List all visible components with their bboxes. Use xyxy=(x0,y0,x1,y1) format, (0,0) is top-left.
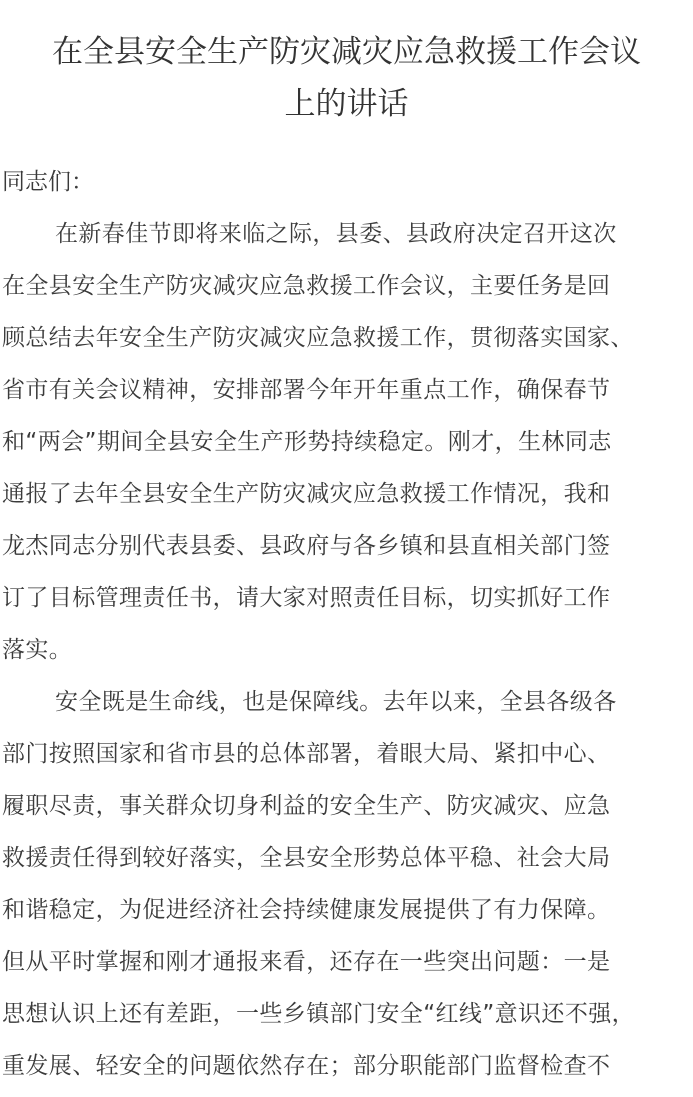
paragraph-1-line: 顾总结去年安全生产防灾减灾应急救援工作，贯彻落实国家、 xyxy=(2,325,634,351)
speech-body xyxy=(0,218,693,1097)
paragraph-1-line: 落实。 xyxy=(2,637,73,663)
paragraph-2-line: 履职尽责，事关群众切身利益的安全生产、防灾减灾、应急 xyxy=(2,793,611,819)
paragraph-1-line: 和“两会”期间全县安全生产形势持续稳定。刚才，生林同志 xyxy=(2,429,612,455)
salutation: 同志们： xyxy=(2,169,94,195)
document-title xyxy=(0,0,693,130)
paragraph-1-line: 龙杰同志分别代表县委、县政府与各乡镇和县直相关部门签 xyxy=(2,533,611,559)
paragraph-1-line: 在新春佳节即将来临之际，县委、县政府决定召开这次 xyxy=(55,221,617,247)
title-line-2: 上的讲话 xyxy=(284,86,409,122)
paragraph-2-line: 重发展、轻安全的问题依然存在；部分职能部门监督检查不 xyxy=(2,1053,611,1079)
title-line-1: 在全县安全生产防灾减灾应急救援工作会议 xyxy=(52,34,641,70)
paragraph-2-line: 和谐稳定，为促进经济社会持续健康发展提供了有力保障。 xyxy=(2,897,611,923)
paragraph-1-line: 在全县安全生产防灾减灾应急救援工作会议，主要任务是回 xyxy=(2,273,611,299)
paragraph-1-line: 省市有关会议精神，安排部署今年开年重点工作，确保春节 xyxy=(2,377,611,403)
paragraph-2-line: 救援责任得到较好落实，全县安全形势总体平稳、社会大局 xyxy=(2,845,611,871)
paragraph-1-line: 通报了去年全县安全生产防灾减灾应急救援工作情况，我和 xyxy=(2,481,611,507)
paragraph-2-line: 安全既是生命线，也是保障线。去年以来，全县各级各 xyxy=(55,689,617,715)
paragraph-2-line: 思想认识上还有差距，一些乡镇部门安全“红线”意识还不强， xyxy=(2,1001,636,1027)
paragraph-2-line: 但从平时掌握和刚才通报来看，还存在一些突出问题：一是 xyxy=(2,949,611,975)
paragraph-1-line: 订了目标管理责任书，请大家对照责任目标，切实抓好工作 xyxy=(2,585,611,611)
paragraph-2-line: 部门按照国家和省市县的总体部署，着眼大局、紧扣中心、 xyxy=(2,741,611,767)
